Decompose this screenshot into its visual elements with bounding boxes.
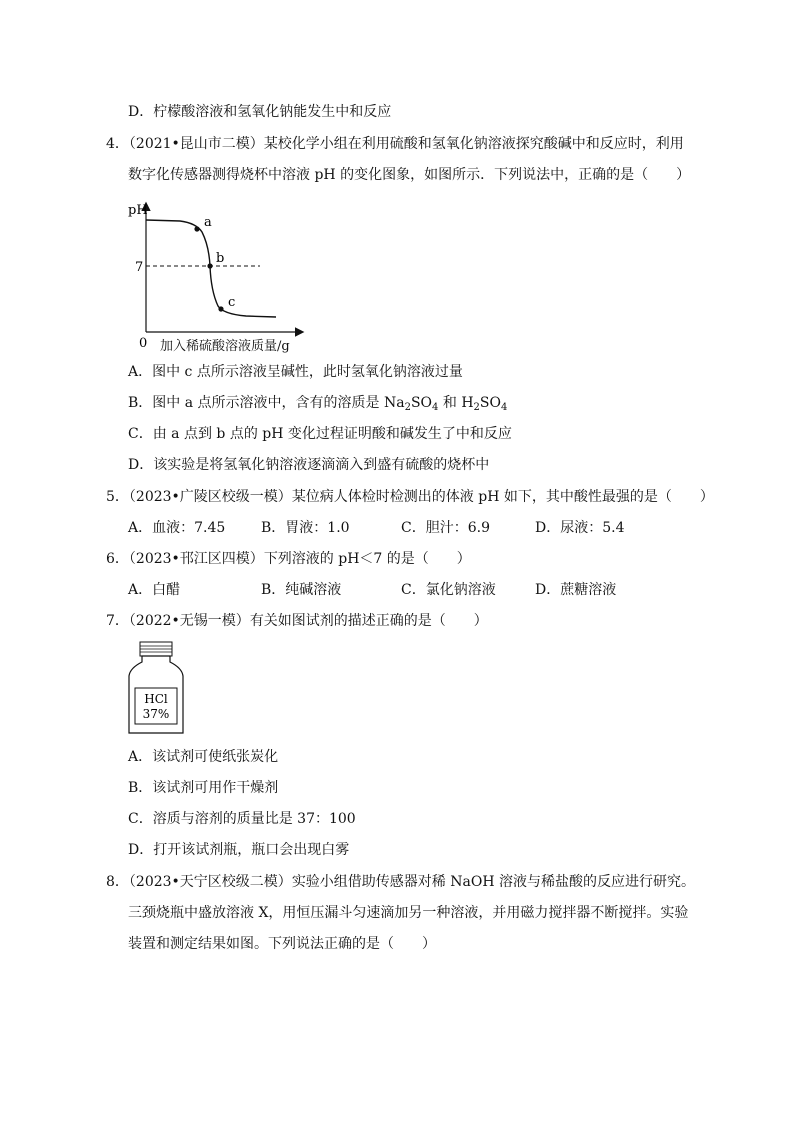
point-b-marker: [207, 263, 212, 268]
q6-option-b: B．纯碱溶液: [261, 582, 342, 598]
q5-stem: [106, 487, 714, 507]
q4-number: 4．: [106, 136, 129, 152]
q7-number: 7．: [106, 613, 129, 629]
q4-option-b-text: B．图中 a 点所示溶液中，含有的溶质是 Na: [128, 395, 405, 411]
q7-stem-text: 有关如图试剂的描述正确的是（ ）: [249, 613, 488, 629]
q4-option-b-text: SO: [479, 395, 501, 411]
q8-stem-line1: [106, 872, 695, 892]
q4-stem-line1: [106, 134, 684, 154]
q5-source: （2023•广陵区校级一模）: [128, 489, 292, 505]
bottle-label-line1: HCl: [144, 692, 168, 706]
q5-option-a: A．血液：7.45: [128, 520, 226, 536]
q4-option-c: C．由 a 点到 b 点的 pH 变化过程证明酸和碱发生了中和反应: [128, 426, 512, 442]
q8-stem-line2: 三颈烧瓶中盛放溶液 X，用恒压漏斗匀速滴加另一种溶液，并用磁力搅拌器不断搅拌。实验: [128, 905, 689, 921]
q7-option-a: A．该试剂可使纸张炭化: [128, 749, 279, 765]
bottle-label-line2: 37%: [142, 707, 170, 721]
q4-option-d: D．该实验是将氢氧化钠溶液逐滴滴入到盛有硫酸的烧杯中: [128, 457, 490, 473]
point-a-marker: [194, 226, 199, 231]
q5-option-c: C．胆汁：6.9: [401, 520, 490, 536]
q4-source: （2021•昆山市二模）: [128, 136, 264, 152]
q6-stem: [106, 549, 471, 569]
ph-titration-chart: [120, 196, 320, 356]
q5-option-b: B．胃液：1.0: [261, 520, 350, 536]
y-tick-label-7: 7: [135, 260, 144, 275]
q8-source: （2023•天宁区校级二模）: [128, 874, 292, 890]
q8-stem-text1: 实验小组借助传感器对稀 NaOH 溶液与稀盐酸的反应进行研究。: [291, 874, 695, 890]
q7-option-d: D．打开该试剂瓶，瓶口会出现白雾: [128, 842, 350, 858]
q6-option-c: C．氯化钠溶液: [401, 582, 496, 598]
point-c-marker: [218, 306, 223, 311]
q4-stem-text1: 某校化学小组在利用硫酸和氢氧化钠溶液探究酸碱中和反应时，利用: [263, 136, 684, 152]
point-c-label: c: [228, 295, 236, 310]
q7-option-c: C．溶质与溶剂的质量比是 37：100: [128, 811, 356, 827]
point-b-label: b: [216, 251, 225, 266]
q4-option-b-text: 和 H: [438, 395, 474, 411]
q4-stem-line2: 数字化传感器测得烧杯中溶液 pH 的变化图象，如图所示．下列说法中，正确的是（ ）: [128, 167, 691, 183]
point-a-label: a: [204, 215, 212, 230]
q3-option-d: D．柠檬酸溶液和氢氧化钠能发生中和反应: [128, 104, 392, 120]
subscript: 4: [500, 402, 508, 413]
q5-stem-text: 某位病人体检时检测出的体液 pH 如下，其中酸性最强的是（ ）: [291, 489, 714, 505]
x-axis-label: 加入稀硫酸溶液质量/g: [160, 339, 290, 354]
q4-option-b-text: SO: [410, 395, 433, 411]
reagent-bottle-illustration: [124, 640, 188, 736]
subscript: 2: [404, 402, 411, 413]
q6-number: 6．: [106, 551, 129, 567]
q7-source: （2022•无锡一模）: [128, 613, 250, 629]
origin-label: 0: [139, 336, 148, 351]
q5-option-d: D．尿液：5.4: [535, 520, 625, 536]
q6-option-d: D．蔗糖溶液: [535, 582, 617, 598]
q6-option-a: A．白醋: [128, 582, 181, 598]
q6-source: （2023•邗江区四模）: [128, 551, 264, 567]
q8-stem-line3: 装置和测定结果如图。下列说法正确的是（ ）: [128, 936, 436, 952]
q8-number: 8．: [106, 874, 129, 890]
q6-stem-text: 下列溶液的 pH＜7 的是（ ）: [263, 551, 471, 567]
q4-option-b: [128, 393, 507, 418]
q4-option-a: A．图中 c 点所示溶液呈碱性，此时氢氧化钠溶液过量: [128, 364, 463, 380]
y-axis-label: pH: [128, 203, 148, 218]
ph-curve: [146, 220, 276, 317]
q7-stem: [106, 611, 488, 631]
q5-number: 5．: [106, 489, 129, 505]
subscript: 4: [432, 402, 439, 413]
subscript: 2: [473, 402, 480, 413]
q7-option-b: B．该试剂可用作干燥剂: [128, 780, 279, 796]
